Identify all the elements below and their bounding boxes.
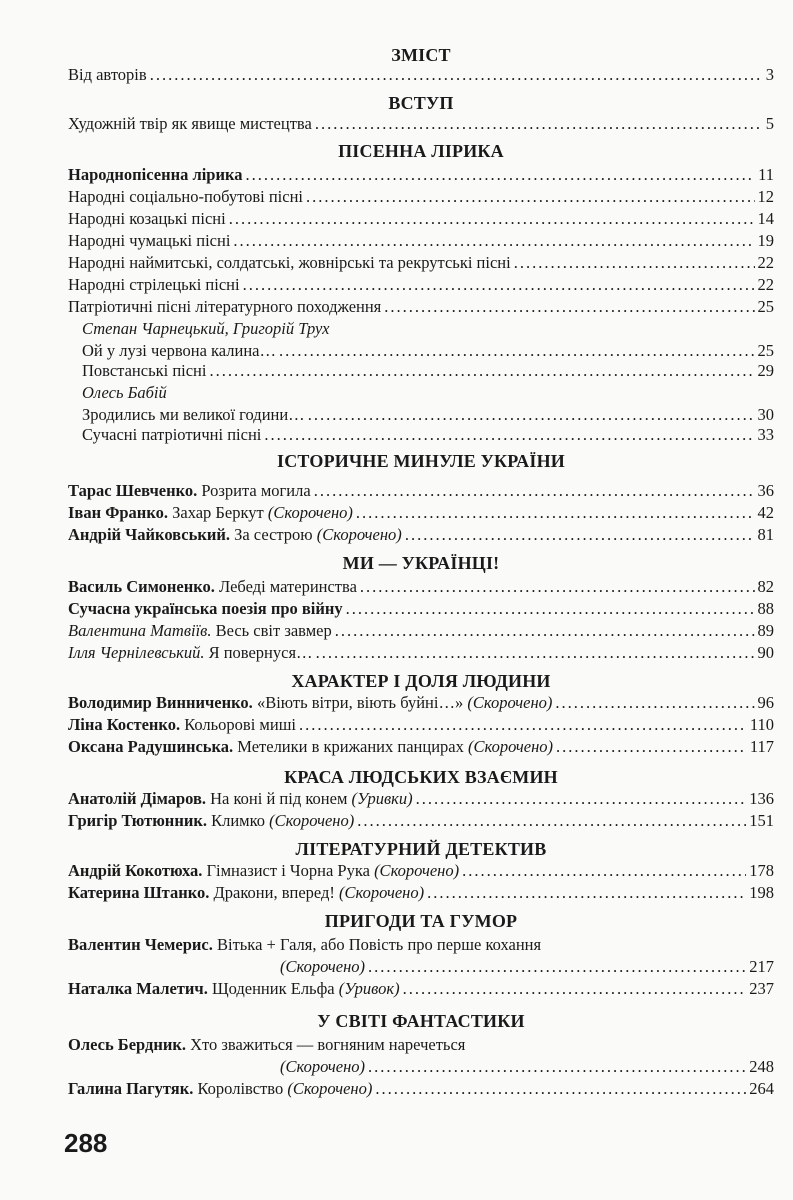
section-heading: ПРИГОДИ ТА ГУМОР xyxy=(324,911,518,931)
dot-leader xyxy=(246,164,756,185)
entry-title: Захар Беркут xyxy=(172,503,264,522)
entry-text xyxy=(68,113,312,134)
section-heading: ІСТОРИЧНЕ МИНУЛЕ УКРАЇНИ xyxy=(277,451,565,471)
toc-entry xyxy=(68,576,774,597)
entry-title: Народні чумацькі пісні xyxy=(68,231,231,250)
entry-title: Художній твір як явище мистецтва xyxy=(68,114,312,133)
entry-text xyxy=(68,598,343,619)
entry-note: (Скорочено) xyxy=(467,737,554,756)
dot-leader xyxy=(264,424,754,445)
page-number: 288 xyxy=(64,1128,108,1158)
entry-note: (Скорочено) xyxy=(280,957,366,976)
entry-title: Народні соціально-побутові пісні xyxy=(68,187,303,206)
dot-leader xyxy=(314,480,755,501)
entry-page: 14 xyxy=(757,209,774,228)
toc-entry xyxy=(68,810,774,831)
entry-page: 81 xyxy=(757,525,774,544)
entry-author: Анатолій Дімаров. xyxy=(68,789,207,808)
entry-text xyxy=(68,186,303,207)
toc-entry xyxy=(68,1034,774,1055)
entry-page: 33 xyxy=(757,425,774,444)
entry-note: (Скорочено) xyxy=(316,525,402,544)
entry-text xyxy=(68,64,147,85)
entry-title: Кольорові миші xyxy=(184,715,296,734)
entry-text xyxy=(68,810,354,831)
entry-text xyxy=(68,642,313,663)
entry-title: Хто зважиться — вогняним наречеться xyxy=(190,1035,466,1054)
entry-author: Катерина Штанко. xyxy=(68,883,210,902)
entry-author: Сучасна українська поезія про війну xyxy=(68,599,343,618)
section-heading: ХАРАКТЕР І ДОЛЯ ЛЮДИНИ xyxy=(291,671,551,691)
entry-text xyxy=(68,860,459,881)
entry-title: Повстанські пісні xyxy=(82,361,207,380)
entry-text xyxy=(68,620,332,641)
toc-entry xyxy=(68,934,774,955)
entry-page: 29 xyxy=(757,361,774,380)
toc-entry xyxy=(82,340,774,361)
entry-text xyxy=(82,319,329,338)
dot-leader xyxy=(306,186,755,207)
entry-title: Королівство xyxy=(197,1079,284,1098)
entry-page: 96 xyxy=(757,693,774,712)
section-heading: МИ — УКРАЇНЦІ! xyxy=(342,553,500,573)
entry-page: 110 xyxy=(749,715,774,734)
dot-leader xyxy=(229,208,755,229)
toc-entry xyxy=(68,882,774,903)
entry-author: Олесь Бердник. xyxy=(68,1035,186,1054)
entry-note: (Скорочено) xyxy=(374,861,460,880)
entry-text xyxy=(82,360,206,381)
toc-entry xyxy=(82,382,774,403)
entry-note: (Скорочено) xyxy=(267,503,353,522)
entry-author: Ліна Костенко. xyxy=(68,715,181,734)
entry-page: 88 xyxy=(757,599,774,618)
dot-leader xyxy=(243,274,755,295)
toc-entry xyxy=(68,714,774,735)
entry-page: 36 xyxy=(757,481,774,500)
toc-entry xyxy=(82,360,774,381)
entry-page: 25 xyxy=(757,297,774,316)
entry-page: 248 xyxy=(749,1057,774,1076)
entry-text xyxy=(68,502,353,523)
entry-title: Народні козацькі пісні xyxy=(68,209,226,228)
entry-page: 22 xyxy=(757,275,774,294)
dot-leader xyxy=(360,576,755,597)
entry-author: Валентина Матвіїв. xyxy=(68,621,212,640)
entry-text xyxy=(68,252,511,273)
entry-title: Дракони, вперед! xyxy=(213,883,335,902)
dot-leader xyxy=(357,810,746,831)
entry-note: (Уривки) xyxy=(351,789,413,808)
toc-entry xyxy=(68,230,774,251)
toc-entry xyxy=(68,598,774,619)
dot-leader xyxy=(308,404,755,425)
toc-entry xyxy=(68,788,774,809)
toc-entry xyxy=(68,978,774,999)
dot-leader xyxy=(346,598,755,619)
entry-title: Я повернуся… xyxy=(208,643,313,662)
dot-leader xyxy=(335,620,755,641)
entry-text xyxy=(68,480,311,501)
entry-page: 117 xyxy=(749,737,774,756)
entry-text xyxy=(68,882,424,903)
entry-author: Андрій Кокотюха. xyxy=(68,861,203,880)
entry-page: 198 xyxy=(749,883,774,902)
entry-page: 237 xyxy=(749,979,774,998)
entry-title: Климко xyxy=(211,811,266,830)
entry-page: 30 xyxy=(757,405,774,424)
dot-leader xyxy=(233,230,754,251)
entry-author: Ілля Чернілевський. xyxy=(68,643,205,662)
entry-title: Сучасні патріотичні пісні xyxy=(82,425,262,444)
entry-text xyxy=(280,1056,365,1077)
entry-page: 42 xyxy=(757,503,774,522)
entry-title: Розрита могила xyxy=(201,481,311,500)
toc-entry xyxy=(68,208,774,229)
toc-entry xyxy=(68,956,774,977)
entry-note: (Скорочено) xyxy=(287,1079,373,1098)
toc-entry xyxy=(68,736,774,757)
dot-leader xyxy=(368,1056,746,1077)
toc-entry xyxy=(82,318,774,339)
dot-leader xyxy=(209,360,754,381)
entry-author: Андрій Чайковський. xyxy=(68,525,230,544)
entry-text xyxy=(68,230,230,251)
entry-text xyxy=(68,736,553,757)
toc-entry xyxy=(68,692,774,713)
entry-page: 264 xyxy=(749,1079,774,1098)
dot-leader xyxy=(315,113,763,134)
entry-note: (Скорочено) xyxy=(467,693,553,712)
toc-entry xyxy=(68,296,774,317)
entry-text xyxy=(68,692,552,713)
entry-title: Метелики в крижаних панцирах xyxy=(237,737,464,756)
dot-leader xyxy=(384,296,754,317)
entry-note: (Скорочено) xyxy=(339,883,425,902)
toc-entry xyxy=(68,252,774,273)
toc-entry xyxy=(68,64,774,85)
toc-entry xyxy=(68,274,774,295)
entry-text xyxy=(68,164,243,185)
entry-text xyxy=(68,524,402,545)
entry-title: Народні стрілецькі пісні xyxy=(68,275,240,294)
entry-author: Оксана Радушинська. xyxy=(68,737,234,756)
entry-title: Від авторів xyxy=(68,65,147,84)
toc-entry xyxy=(68,860,774,881)
entry-author: Володимир Винниченко. xyxy=(68,693,253,712)
entry-title: Патріотичні пісні літературного походження xyxy=(68,297,382,316)
dot-leader xyxy=(356,502,755,523)
entry-text xyxy=(68,1035,465,1054)
dot-leader xyxy=(316,642,755,663)
entry-author: Галина Пагутяк. xyxy=(68,1079,194,1098)
entry-author: Григір Тютюнник. xyxy=(68,811,207,830)
toc-entry xyxy=(82,424,774,445)
entry-page: 19 xyxy=(757,231,774,250)
dot-leader xyxy=(405,524,755,545)
dot-leader xyxy=(403,978,747,999)
entry-author: Іван Франко. xyxy=(68,503,168,522)
entry-author: Степан Чарнецький, Григорій Трух xyxy=(82,319,330,338)
entry-page: 217 xyxy=(749,957,774,976)
entry-text xyxy=(68,935,541,954)
entry-title: Весь світ завмер xyxy=(215,621,332,640)
dot-leader xyxy=(462,860,746,881)
section-heading: ВСТУП xyxy=(388,93,454,113)
toc-entry xyxy=(68,113,774,134)
entry-title: Народні наймитські, солдатські, жовнірські та рекрутські пісні xyxy=(68,253,511,272)
dot-leader xyxy=(514,252,755,273)
dot-leader xyxy=(556,736,747,757)
entry-text xyxy=(82,424,261,445)
entry-note: (Уривок) xyxy=(338,979,400,998)
entry-title: Гімназист і Чорна Рука xyxy=(206,861,370,880)
entry-author: Наталка Малетич. xyxy=(68,979,208,998)
toc-entry xyxy=(68,524,774,545)
toc-entry xyxy=(68,620,774,641)
entry-title: Вітька + Галя, або Повість про перше кохання xyxy=(216,935,542,954)
entry-text xyxy=(82,383,167,402)
entry-title: «Віють вітри, віють буйні…» xyxy=(256,693,464,712)
entry-text xyxy=(68,714,296,735)
entry-text xyxy=(68,576,357,597)
entry-text xyxy=(82,404,305,425)
dot-leader xyxy=(416,788,747,809)
entry-page: 25 xyxy=(757,341,774,360)
section-heading: ЛІТЕРАТУРНИЙ ДЕТЕКТИВ xyxy=(295,839,547,859)
entry-author: Тарас Шевченко. xyxy=(68,481,198,500)
section-heading: КРАСА ЛЮДСЬКИХ ВЗАЄМИН xyxy=(284,767,558,787)
entry-note: (Скорочено) xyxy=(280,1057,366,1076)
toc-entry xyxy=(68,502,774,523)
entry-page: 11 xyxy=(758,165,774,184)
entry-text xyxy=(68,978,400,999)
entry-text xyxy=(68,788,413,809)
dot-leader xyxy=(150,64,763,85)
dot-leader xyxy=(427,882,746,903)
entry-text xyxy=(68,208,226,229)
entry-author: Василь Симоненко. xyxy=(68,577,215,596)
entry-title: За сестрою xyxy=(234,525,313,544)
entry-title: Щоденник Ельфа xyxy=(211,979,335,998)
toc-entry xyxy=(68,480,774,501)
section-heading: ПІСЕННА ЛІРИКА xyxy=(338,141,504,161)
dot-leader xyxy=(299,714,747,735)
dot-leader xyxy=(368,956,746,977)
entry-text xyxy=(82,340,276,361)
entry-page: 89 xyxy=(757,621,774,640)
toc-entry xyxy=(68,1056,774,1077)
dot-leader xyxy=(375,1078,746,1099)
entry-page: 136 xyxy=(749,789,774,808)
entry-author: Олесь Бабій xyxy=(82,383,167,402)
entry-page: 82 xyxy=(757,577,774,596)
entry-text xyxy=(280,956,365,977)
toc-entry xyxy=(68,642,774,663)
dot-leader xyxy=(555,692,754,713)
toc-entry xyxy=(68,1078,774,1099)
entry-page: 90 xyxy=(757,643,774,662)
entry-page: 22 xyxy=(757,253,774,272)
entry-text xyxy=(68,1078,372,1099)
toc-entry xyxy=(68,164,774,185)
section-heading: ЗМІСТ xyxy=(391,45,451,65)
entry-text xyxy=(68,296,381,317)
entry-title: Зродились ми великої години… xyxy=(82,405,305,424)
toc-entry xyxy=(68,186,774,207)
dot-leader xyxy=(279,340,755,361)
entry-page: 5 xyxy=(765,114,774,133)
entry-note: (Скорочено) xyxy=(269,811,355,830)
entry-page: 178 xyxy=(749,861,774,880)
entry-title: Лебеді материнства xyxy=(219,577,357,596)
entry-text xyxy=(68,274,240,295)
entry-page: 151 xyxy=(749,811,774,830)
entry-author: Валентин Чемерис. xyxy=(68,935,213,954)
entry-title: На коні й під конем xyxy=(210,789,348,808)
section-heading: У СВІТІ ФАНТАСТИКИ xyxy=(317,1011,525,1031)
entry-title: Ой у лузі червона калина… xyxy=(82,341,276,360)
entry-page: 3 xyxy=(765,65,774,84)
toc-entry xyxy=(82,404,774,425)
entry-page: 12 xyxy=(757,187,774,206)
entry-author: Народнопісенна лірика xyxy=(68,165,243,184)
